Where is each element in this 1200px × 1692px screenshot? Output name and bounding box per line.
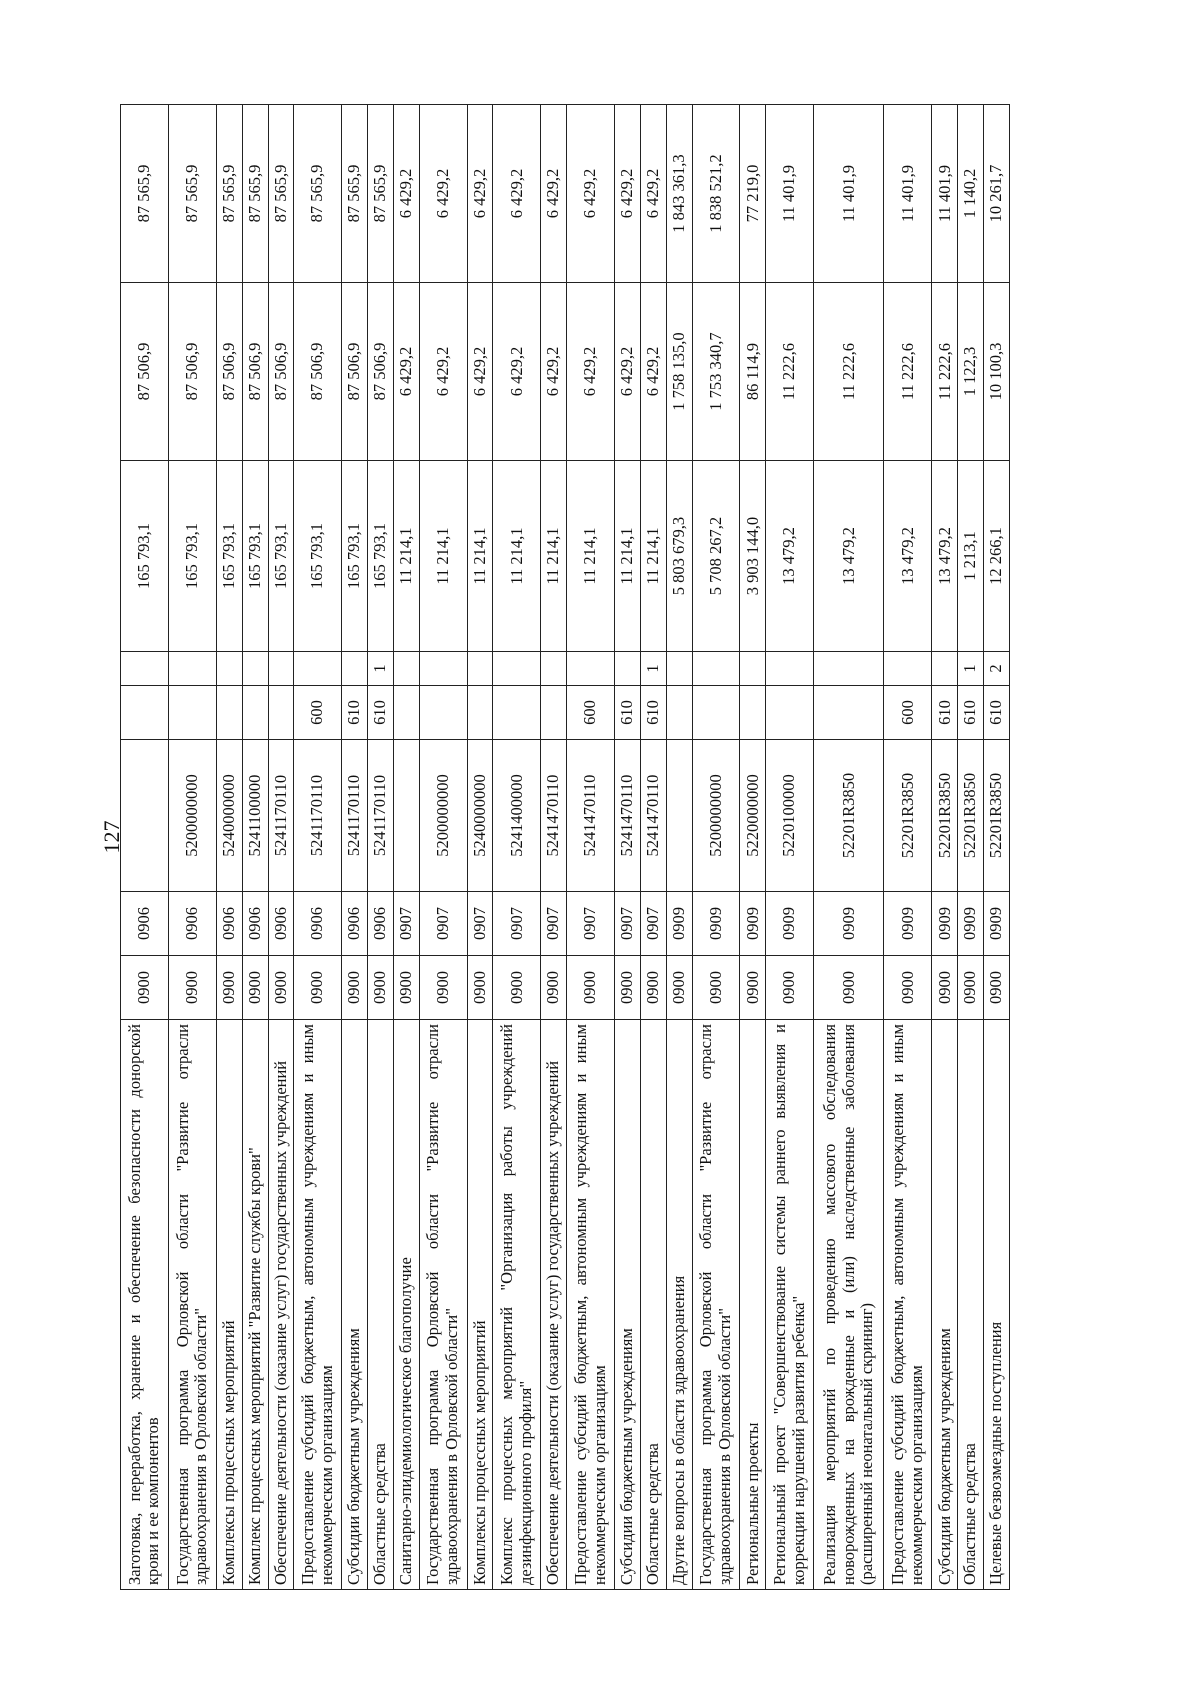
code-source-cell — [814, 652, 884, 686]
amount-year3-cell: 87 565,9 — [168, 105, 216, 283]
code-section-cell: 0906 — [216, 892, 242, 956]
amount-year2-cell: 1 758 135,0 — [666, 283, 692, 461]
code-target-item-cell: 52201R3850 — [932, 740, 958, 892]
amount-year2-cell: 87 506,9 — [294, 283, 342, 461]
amount-year3-cell: 6 429,2 — [640, 105, 666, 283]
code-ministry-cell: 0900 — [814, 956, 884, 1020]
amount-year2-cell: 6 429,2 — [541, 283, 567, 461]
table-row — [393, 105, 419, 1590]
code-expense-type-cell — [242, 686, 268, 740]
code-target-item-cell: 5241470110 — [640, 740, 666, 892]
row-name-cell: Комплексы процессных мероприятий — [216, 1020, 242, 1590]
amount-year3-cell: 6 429,2 — [493, 105, 541, 283]
code-source-cell — [121, 652, 169, 686]
budget-table-body — [121, 105, 1010, 1590]
code-ministry-cell: 0900 — [393, 956, 419, 1020]
amount-year1-cell: 165 793,1 — [368, 461, 394, 652]
code-target-item-cell — [121, 740, 169, 892]
row-name-cell: Комплекс процессных мероприятий "Развитие службы крови" — [242, 1020, 268, 1590]
table-row — [493, 105, 541, 1590]
table-row — [121, 105, 169, 1590]
amount-year1-cell: 11 214,1 — [541, 461, 567, 652]
code-section-cell: 0907 — [640, 892, 666, 956]
code-section-cell: 0906 — [121, 892, 169, 956]
code-source-cell: 2 — [984, 652, 1010, 686]
amount-year1-cell: 11 214,1 — [567, 461, 615, 652]
table-row — [242, 105, 268, 1590]
row-name-cell: Комплексы процессных мероприятий — [467, 1020, 493, 1590]
table-row — [342, 105, 368, 1590]
code-target-item-cell: 5241170110 — [342, 740, 368, 892]
table-row — [467, 105, 493, 1590]
code-target-item-cell: 5240000000 — [216, 740, 242, 892]
table-row — [615, 105, 641, 1590]
amount-year1-cell: 5 708 267,2 — [692, 461, 740, 652]
code-ministry-cell: 0900 — [615, 956, 641, 1020]
table-row — [740, 105, 766, 1590]
amount-year2-cell: 11 222,6 — [766, 283, 814, 461]
table-row — [692, 105, 740, 1590]
amount-year2-cell: 6 429,2 — [493, 283, 541, 461]
code-ministry-cell: 0900 — [740, 956, 766, 1020]
code-expense-type-cell: 610 — [958, 686, 984, 740]
code-section-cell: 0909 — [932, 892, 958, 956]
code-target-item-cell: 5241470110 — [567, 740, 615, 892]
amount-year3-cell: 87 565,9 — [121, 105, 169, 283]
code-target-item-cell — [666, 740, 692, 892]
code-source-cell — [567, 652, 615, 686]
row-name-cell: Целевые безвозмездные поступления — [984, 1020, 1010, 1590]
code-section-cell: 0909 — [814, 892, 884, 956]
code-source-cell — [467, 652, 493, 686]
code-source-cell — [493, 652, 541, 686]
amount-year2-cell: 10 100,3 — [984, 283, 1010, 461]
row-name-cell: Региональный проект "Совершенствование системы раннего выявления и коррекции нарушений развития ребенка" — [766, 1020, 814, 1590]
code-expense-type-cell — [692, 686, 740, 740]
code-source-cell: 1 — [640, 652, 666, 686]
row-name-cell: Субсидии бюджетным учреждениям — [932, 1020, 958, 1590]
code-source-cell — [419, 652, 467, 686]
code-expense-type-cell: 600 — [567, 686, 615, 740]
code-section-cell: 0909 — [958, 892, 984, 956]
amount-year1-cell: 11 214,1 — [493, 461, 541, 652]
code-source-cell — [216, 652, 242, 686]
code-target-item-cell: 5241170110 — [368, 740, 394, 892]
code-expense-type-cell: 610 — [368, 686, 394, 740]
amount-year2-cell: 87 506,9 — [242, 283, 268, 461]
row-name-cell: Заготовка, переработка, хранение и обеспечение безопасности донорской крови и ее компонентов — [121, 1020, 169, 1590]
amount-year2-cell: 1 753 340,7 — [692, 283, 740, 461]
code-section-cell: 0907 — [393, 892, 419, 956]
code-target-item-cell: 5241400000 — [493, 740, 541, 892]
table-row — [294, 105, 342, 1590]
code-target-item-cell — [393, 740, 419, 892]
code-section-cell: 0907 — [493, 892, 541, 956]
row-name-cell: Обеспечение деятельности (оказание услуг) государственных учреждений — [541, 1020, 567, 1590]
amount-year2-cell: 87 506,9 — [121, 283, 169, 461]
row-name-cell: Субсидии бюджетным учреждениям — [342, 1020, 368, 1590]
amount-year1-cell: 11 214,1 — [419, 461, 467, 652]
code-ministry-cell: 0900 — [268, 956, 294, 1020]
code-expense-type-cell: 610 — [640, 686, 666, 740]
code-target-item-cell: 5241100000 — [242, 740, 268, 892]
code-ministry-cell: 0900 — [692, 956, 740, 1020]
amount-year1-cell: 3 903 144,0 — [740, 461, 766, 652]
code-expense-type-cell — [419, 686, 467, 740]
amount-year2-cell: 87 506,9 — [342, 283, 368, 461]
code-source-cell — [541, 652, 567, 686]
row-name-cell: Областные средства — [368, 1020, 394, 1590]
row-name-cell: Санитарно-эпидемиологическое благополучие — [393, 1020, 419, 1590]
amount-year1-cell: 11 214,1 — [615, 461, 641, 652]
code-expense-type-cell — [541, 686, 567, 740]
amount-year2-cell: 6 429,2 — [467, 283, 493, 461]
code-expense-type-cell — [393, 686, 419, 740]
row-name-cell: Субсидии бюджетным учреждениям — [615, 1020, 641, 1590]
amount-year1-cell: 5 803 679,3 — [666, 461, 692, 652]
code-expense-type-cell — [666, 686, 692, 740]
code-target-item-cell: 52201R3850 — [958, 740, 984, 892]
code-target-item-cell: 5200000000 — [419, 740, 467, 892]
row-name-cell: Реализация мероприятий по проведению массового обследования новорожденных на врожденные и (или) наследственные заболевания (расширенный неонатальный скрининг) — [814, 1020, 884, 1590]
code-source-cell — [615, 652, 641, 686]
table-row — [984, 105, 1010, 1590]
amount-year2-cell: 11 222,6 — [814, 283, 884, 461]
row-name-cell: Областные средства — [640, 1020, 666, 1590]
code-ministry-cell: 0900 — [541, 956, 567, 1020]
code-target-item-cell: 5241170110 — [294, 740, 342, 892]
code-expense-type-cell: 600 — [884, 686, 932, 740]
amount-year3-cell: 6 429,2 — [467, 105, 493, 283]
code-expense-type-cell — [268, 686, 294, 740]
code-ministry-cell: 0900 — [121, 956, 169, 1020]
code-expense-type-cell — [168, 686, 216, 740]
code-source-cell — [294, 652, 342, 686]
amount-year1-cell: 165 793,1 — [294, 461, 342, 652]
code-expense-type-cell — [740, 686, 766, 740]
amount-year1-cell: 13 479,2 — [814, 461, 884, 652]
code-expense-type-cell: 610 — [984, 686, 1010, 740]
table-row — [168, 105, 216, 1590]
amount-year1-cell: 11 214,1 — [640, 461, 666, 652]
code-source-cell — [884, 652, 932, 686]
code-ministry-cell: 0900 — [666, 956, 692, 1020]
amount-year2-cell: 11 222,6 — [884, 283, 932, 461]
code-section-cell: 0907 — [567, 892, 615, 956]
code-target-item-cell: 52201R3850 — [884, 740, 932, 892]
amount-year3-cell: 11 401,9 — [884, 105, 932, 283]
code-section-cell: 0906 — [294, 892, 342, 956]
code-target-item-cell: 52201R3850 — [814, 740, 884, 892]
amount-year2-cell: 86 114,9 — [740, 283, 766, 461]
code-section-cell: 0909 — [766, 892, 814, 956]
code-ministry-cell: 0900 — [884, 956, 932, 1020]
code-expense-type-cell — [493, 686, 541, 740]
code-section-cell: 0909 — [984, 892, 1010, 956]
code-source-cell — [268, 652, 294, 686]
code-section-cell: 0906 — [242, 892, 268, 956]
amount-year1-cell: 13 479,2 — [932, 461, 958, 652]
amount-year3-cell: 6 429,2 — [419, 105, 467, 283]
code-section-cell: 0906 — [268, 892, 294, 956]
amount-year3-cell: 87 565,9 — [342, 105, 368, 283]
code-source-cell: 1 — [958, 652, 984, 686]
amount-year1-cell: 165 793,1 — [242, 461, 268, 652]
code-section-cell: 0906 — [368, 892, 394, 956]
code-source-cell — [932, 652, 958, 686]
amount-year1-cell: 11 214,1 — [467, 461, 493, 652]
amount-year3-cell: 87 565,9 — [242, 105, 268, 283]
code-source-cell: 1 — [368, 652, 394, 686]
amount-year3-cell: 10 261,7 — [984, 105, 1010, 283]
table-row — [932, 105, 958, 1590]
table-row — [766, 105, 814, 1590]
code-source-cell — [168, 652, 216, 686]
table-row — [368, 105, 394, 1590]
code-target-item-cell: 5241170110 — [268, 740, 294, 892]
code-ministry-cell: 0900 — [567, 956, 615, 1020]
code-section-cell: 0907 — [541, 892, 567, 956]
code-expense-type-cell — [766, 686, 814, 740]
amount-year1-cell: 165 793,1 — [121, 461, 169, 652]
amount-year1-cell: 11 214,1 — [393, 461, 419, 652]
amount-year2-cell: 87 506,9 — [216, 283, 242, 461]
row-name-cell: Другие вопросы в области здравоохранения — [666, 1020, 692, 1590]
code-target-item-cell: 52201R3850 — [984, 740, 1010, 892]
code-ministry-cell: 0900 — [419, 956, 467, 1020]
amount-year3-cell: 77 219,0 — [740, 105, 766, 283]
code-ministry-cell: 0900 — [242, 956, 268, 1020]
amount-year3-cell: 11 401,9 — [766, 105, 814, 283]
code-ministry-cell: 0900 — [294, 956, 342, 1020]
row-name-cell: Предоставление субсидий бюджетным, автономным учреждениям и иным некоммерческим организациям — [567, 1020, 615, 1590]
amount-year1-cell: 12 266,1 — [984, 461, 1010, 652]
amount-year1-cell: 165 793,1 — [216, 461, 242, 652]
code-target-item-cell: 5220100000 — [766, 740, 814, 892]
code-target-item-cell: 5220000000 — [740, 740, 766, 892]
code-expense-type-cell: 610 — [615, 686, 641, 740]
amount-year1-cell: 13 479,2 — [884, 461, 932, 652]
row-name-cell: Региональные проекты — [740, 1020, 766, 1590]
row-name-cell: Государственная программа Орловской области "Развитие отрасли здравоохранения в Орловской области" — [419, 1020, 467, 1590]
code-source-cell — [740, 652, 766, 686]
page-number: 127 — [99, 820, 124, 854]
row-name-cell: Государственная программа Орловской области "Развитие отрасли здравоохранения в Орловской области" — [692, 1020, 740, 1590]
row-name-cell: Предоставление субсидий бюджетным, автономным учреждениям и иным некоммерческим организациям — [294, 1020, 342, 1590]
table-row — [541, 105, 567, 1590]
amount-year2-cell: 6 429,2 — [393, 283, 419, 461]
amount-year3-cell: 87 565,9 — [294, 105, 342, 283]
amount-year2-cell: 6 429,2 — [615, 283, 641, 461]
code-section-cell: 0907 — [615, 892, 641, 956]
code-ministry-cell: 0900 — [342, 956, 368, 1020]
amount-year3-cell: 6 429,2 — [393, 105, 419, 283]
amount-year3-cell: 87 565,9 — [368, 105, 394, 283]
code-section-cell: 0907 — [419, 892, 467, 956]
code-expense-type-cell — [467, 686, 493, 740]
code-section-cell: 0906 — [168, 892, 216, 956]
code-ministry-cell: 0900 — [216, 956, 242, 1020]
row-name-cell: Государственная программа Орловской области "Развитие отрасли здравоохранения в Орловской области" — [168, 1020, 216, 1590]
code-expense-type-cell — [216, 686, 242, 740]
table-row — [268, 105, 294, 1590]
amount-year2-cell: 87 506,9 — [268, 283, 294, 461]
table-row — [666, 105, 692, 1590]
code-section-cell: 0906 — [342, 892, 368, 956]
code-source-cell — [766, 652, 814, 686]
amount-year1-cell: 165 793,1 — [342, 461, 368, 652]
table-row — [216, 105, 242, 1590]
table-row — [567, 105, 615, 1590]
row-name-cell: Предоставление субсидий бюджетным, автономным учреждениям и иным некоммерческим организациям — [884, 1020, 932, 1590]
code-ministry-cell: 0900 — [932, 956, 958, 1020]
table-row — [640, 105, 666, 1590]
row-name-cell: Комплекс процессных мероприятий "Организация работы учреждений дезинфекционного профиля" — [493, 1020, 541, 1590]
table-row — [958, 105, 984, 1590]
code-source-cell — [342, 652, 368, 686]
code-ministry-cell: 0900 — [766, 956, 814, 1020]
code-target-item-cell: 5240000000 — [467, 740, 493, 892]
code-section-cell: 0909 — [740, 892, 766, 956]
amount-year2-cell: 87 506,9 — [168, 283, 216, 461]
amount-year2-cell: 6 429,2 — [640, 283, 666, 461]
code-expense-type-cell: 610 — [342, 686, 368, 740]
table-row — [419, 105, 467, 1590]
code-source-cell — [242, 652, 268, 686]
table-row — [884, 105, 932, 1590]
code-section-cell: 0907 — [467, 892, 493, 956]
row-name-cell: Обеспечение деятельности (оказание услуг) государственных учреждений — [268, 1020, 294, 1590]
code-source-cell — [692, 652, 740, 686]
amount-year1-cell: 165 793,1 — [168, 461, 216, 652]
amount-year3-cell: 11 401,9 — [814, 105, 884, 283]
amount-year1-cell: 1 213,1 — [958, 461, 984, 652]
code-ministry-cell: 0900 — [493, 956, 541, 1020]
code-target-item-cell: 5241470110 — [615, 740, 641, 892]
amount-year1-cell: 165 793,1 — [268, 461, 294, 652]
code-ministry-cell: 0900 — [368, 956, 394, 1020]
code-expense-type-cell: 610 — [932, 686, 958, 740]
table-row — [814, 105, 884, 1590]
code-ministry-cell: 0900 — [467, 956, 493, 1020]
code-section-cell: 0909 — [884, 892, 932, 956]
code-ministry-cell: 0900 — [640, 956, 666, 1020]
row-name-cell: Областные средства — [958, 1020, 984, 1590]
amount-year3-cell: 1 838 521,2 — [692, 105, 740, 283]
code-source-cell — [393, 652, 419, 686]
amount-year3-cell: 6 429,2 — [541, 105, 567, 283]
code-expense-type-cell: 600 — [294, 686, 342, 740]
amount-year3-cell: 87 565,9 — [216, 105, 242, 283]
amount-year3-cell: 6 429,2 — [615, 105, 641, 283]
code-expense-type-cell — [121, 686, 169, 740]
amount-year2-cell: 6 429,2 — [419, 283, 467, 461]
amount-year3-cell: 1 140,2 — [958, 105, 984, 283]
amount-year3-cell: 11 401,9 — [932, 105, 958, 283]
code-expense-type-cell — [814, 686, 884, 740]
code-target-item-cell: 5241470110 — [541, 740, 567, 892]
code-section-cell: 0909 — [692, 892, 740, 956]
amount-year3-cell: 6 429,2 — [567, 105, 615, 283]
code-target-item-cell: 5200000000 — [692, 740, 740, 892]
amount-year3-cell: 1 843 361,3 — [666, 105, 692, 283]
code-target-item-cell: 5200000000 — [168, 740, 216, 892]
amount-year2-cell: 87 506,9 — [368, 283, 394, 461]
code-ministry-cell: 0900 — [168, 956, 216, 1020]
code-section-cell: 0909 — [666, 892, 692, 956]
amount-year2-cell: 6 429,2 — [567, 283, 615, 461]
amount-year1-cell: 13 479,2 — [766, 461, 814, 652]
amount-year2-cell: 1 122,3 — [958, 283, 984, 461]
code-source-cell — [666, 652, 692, 686]
code-ministry-cell: 0900 — [958, 956, 984, 1020]
amount-year2-cell: 11 222,6 — [932, 283, 958, 461]
budget-table-container — [120, 105, 1010, 1590]
code-ministry-cell: 0900 — [984, 956, 1010, 1020]
budget-table — [120, 104, 1010, 1590]
amount-year3-cell: 87 565,9 — [268, 105, 294, 283]
